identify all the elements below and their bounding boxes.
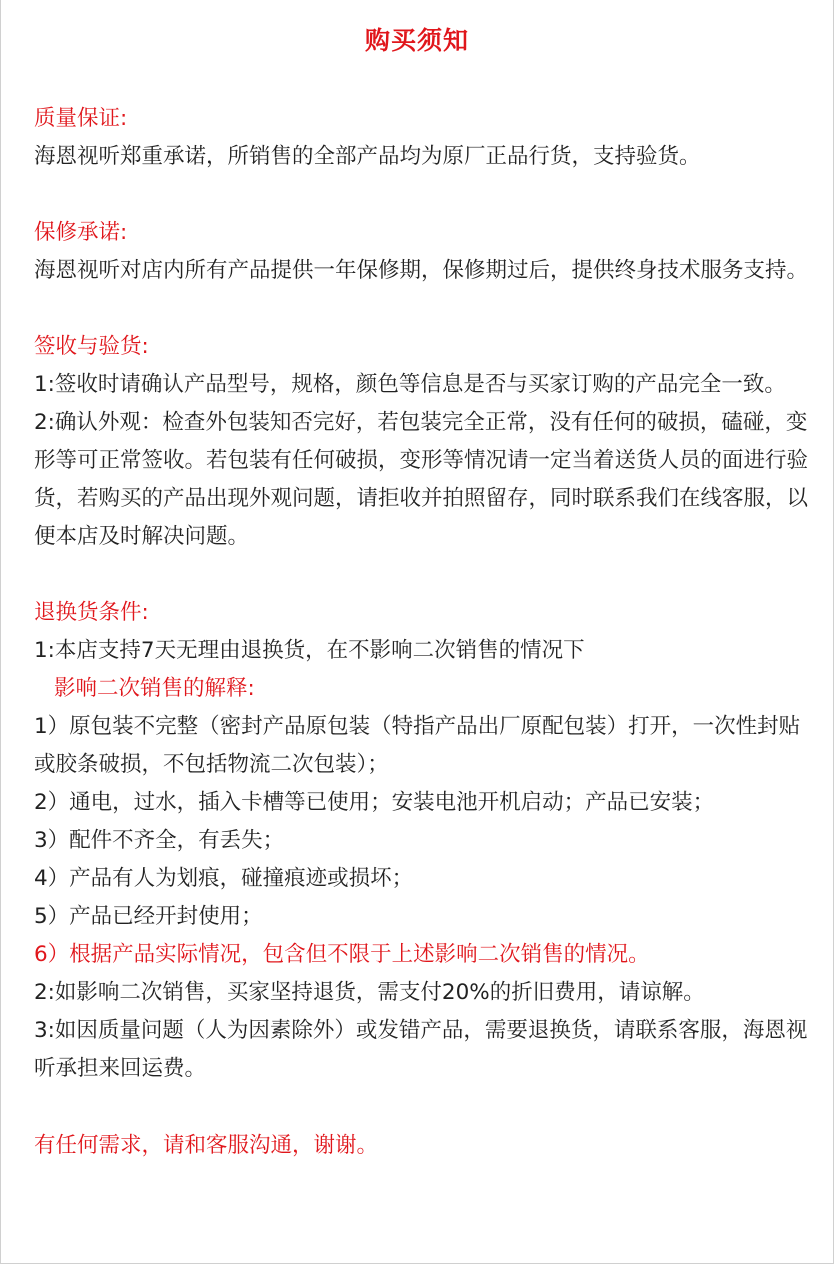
inspection-item-2: 2:确认外观：检查外包装知否完好，若包装完全正常，没有任何的破损，磕碰，变形等可正常签收。若包装有任何破损，变形等情况请一定当着送货人员的面进行验货，若购买的产品出现外观问题，请拒收并拍照留存，同时联系我们在线客服，以便本店及时解决问题。 (34, 410, 809, 549)
resale-point: 1）原包装不完整（密封产品原包装（特指产品出厂原配包装）打开，一次性封贴或胶条破损，不包括物流二次包装）； (34, 714, 801, 777)
resale-point: 4）产品有人为划痕，碰撞痕迹或损坏； (34, 866, 414, 891)
resale-point-6: 6）根据产品实际情况，包含但不限于上述影响二次销售的情况。 (34, 942, 650, 967)
returns-item-3: 3:如因质量问题（人为因素除外）或发错产品，需要退换货，请联系客服，海恩视听承担来回运费。 (34, 1018, 808, 1081)
returns-heading: 退换货条件: (34, 600, 149, 625)
resale-point: 2）通电，过水，插入卡槽等已使用；安装电池开机启动；产品已安装； (34, 790, 715, 815)
warranty-text: 海恩视听对店内所有产品提供一年保修期，保修期过后，提供终身技术服务支持。 (34, 258, 809, 283)
resale-point: 5）产品已经开封使用； (34, 904, 263, 929)
page-title: 购买须知 (364, 26, 469, 55)
notice-content (34, 100, 810, 1165)
returns-item-2: 2:如影响二次销售，买家坚持退货，需支付20%的折旧费用，请谅解。 (34, 980, 705, 1005)
resale-point: 3）配件不齐全，有丢失； (34, 828, 285, 853)
inspection-heading: 签收与验货: (34, 334, 149, 359)
resale-explain-heading: 影响二次销售的解释: (54, 676, 255, 701)
quality-heading: 质量保证: (34, 106, 128, 131)
returns-item-1: 1:本店支持7天无理由退换货，在不影响二次销售的情况下 (34, 638, 585, 663)
closing-note: 有任何需求，请和客服沟通，谢谢。 (34, 1133, 379, 1158)
inspection-item-1: 1:签收时请确认产品型号，规格，颜色等信息是否与买家订购的产品完全一致。 (34, 372, 786, 397)
warranty-heading: 保修承诺: (34, 220, 128, 245)
quality-text: 海恩视听郑重承诺，所销售的全部产品均为原厂正品行货，支持验货。 (34, 144, 701, 169)
